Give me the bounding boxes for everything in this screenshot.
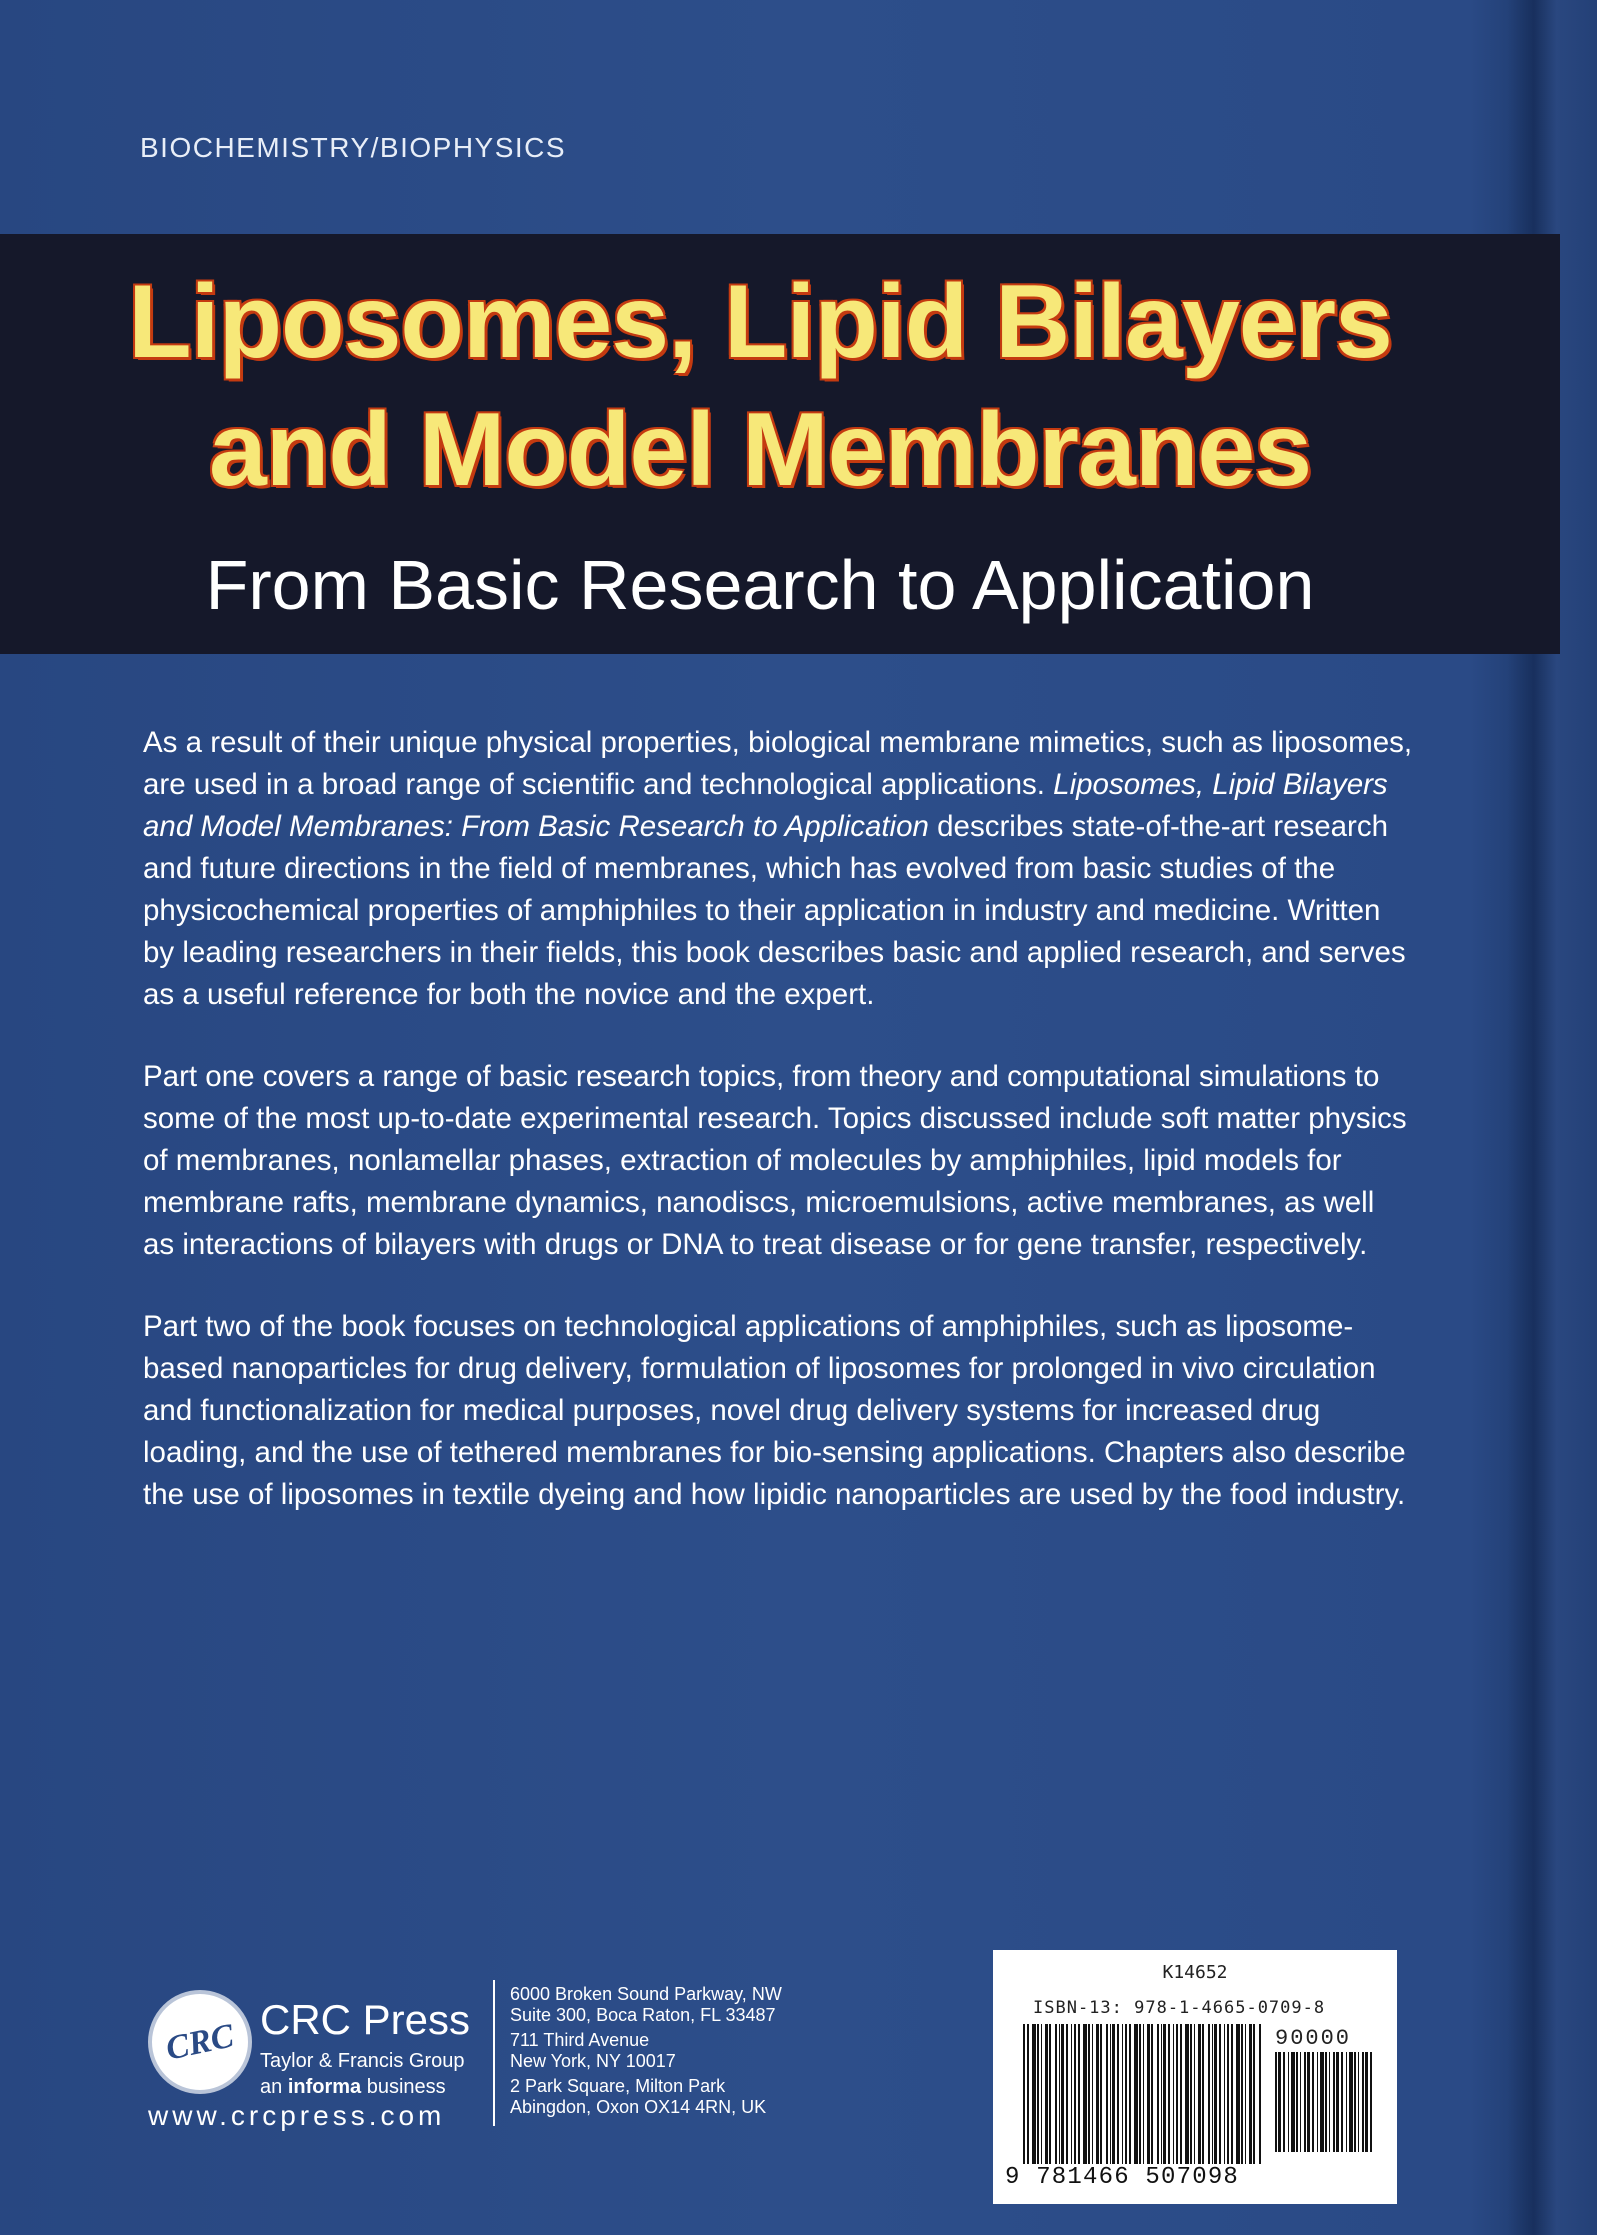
address-line: Abingdon, Oxon OX14 4RN, UK (510, 2097, 767, 2117)
parent-brand: informa (287, 2076, 362, 2098)
address-divider (493, 1980, 495, 2126)
crc-logo-icon (148, 1990, 252, 2094)
address-line: 711 Third Avenue (510, 2030, 650, 2050)
description-paragraph-3: Part two of the book focuses on technological applications of amphiphiles, such as liposome-based nanoparticles for drug delivery, formulation of liposomes for prolonged in vivo circulation and functionalization for medical purposes, novel drug delivery systems for increased drug loading, and the use of tethered membranes for bio-sensing applications. Chapters also describe the use of liposomes in textile dyeing and how lipidic nanoparticles are used by the food industry. (143, 1310, 1406, 1511)
title-line-1: Liposomes, Lipid Bilayers (128, 264, 1392, 380)
address-line: Suite 300, Boca Raton, FL 33487 (510, 2005, 776, 2025)
isbn-barcode (993, 1950, 1397, 2204)
barcode-bars-icon (1023, 2024, 1263, 2170)
description-text (143, 722, 1413, 1556)
address-line: 6000 Broken Sound Parkway, NW (510, 1984, 782, 2004)
isbn-text: ISBN-13: 978-1-4665-0709-8 (1033, 1998, 1326, 2018)
book-subtitle: From Basic Research to Application (205, 546, 1315, 624)
address-line: New York, NY 10017 (510, 2051, 676, 2071)
book-title (0, 258, 1520, 514)
address-line: 2 Park Square, Milton Park (510, 2076, 726, 2096)
catalog-code: K14652 (1162, 1962, 1228, 1983)
publisher-name: CRC Press (260, 1996, 471, 2043)
paragraph-1-end: describes state-of-the-art research and future directions in the field of membranes, which has evolved from basic studies of the physicochemical properties of amphiphiles to their application in industry and medicine. Written by leading researchers in their fields, this book describes basic and applied research, and serves as a useful reference for both the novice and the expert. (143, 810, 1406, 1011)
address-new-york (510, 2030, 782, 2072)
address-boca-raton (510, 1984, 782, 2026)
logo-text: CRC (162, 2017, 238, 2068)
description-paragraph-2: Part one covers a range of basic research topics, from theory and computational simulations to some of the most up-to-date experimental research. Topics discussed include soft matter physics of membranes, nonlamellar phases, extraction of molecules by amphiphiles, lipid models for membrane rafts, membrane dynamics, nanodiscs, microemulsions, active membranes, as well as interactions of bilayers with drugs or DNA to treat disease or for gene transfer, respectively. (143, 1060, 1407, 1261)
paragraph-1-italic-title: Liposomes, Lipid Bilayers and Model Membranes: From Basic Research to Application (143, 768, 1388, 843)
address-abingdon (510, 2076, 782, 2118)
price-code: 90000 (1275, 2026, 1352, 2051)
description-paragraph-1 (143, 722, 1413, 1016)
subject-category: BIOCHEMISTRY/BIOPHYSICS (140, 132, 567, 163)
parent-suffix: business (361, 2076, 446, 2098)
publisher-group: Taylor & Francis Group (260, 2050, 465, 2072)
publisher-parent (260, 2074, 470, 2100)
barcode-addon-bars-icon (1275, 2052, 1375, 2152)
publisher-url: www.crcpress.com (148, 2100, 446, 2131)
paragraph-1-start: As a result of their unique physical properties, biological membrane mimetics, such as liposomes, are used in a broad range of scientific and technological applications. (143, 726, 1413, 801)
parent-prefix: an (260, 2076, 288, 2098)
barcode-digits: 9 781466 507098 (1005, 2164, 1295, 2191)
publisher-addresses (510, 1984, 782, 2122)
title-line-2: and Model Membranes (208, 392, 1312, 508)
publisher-block (260, 1996, 470, 2100)
